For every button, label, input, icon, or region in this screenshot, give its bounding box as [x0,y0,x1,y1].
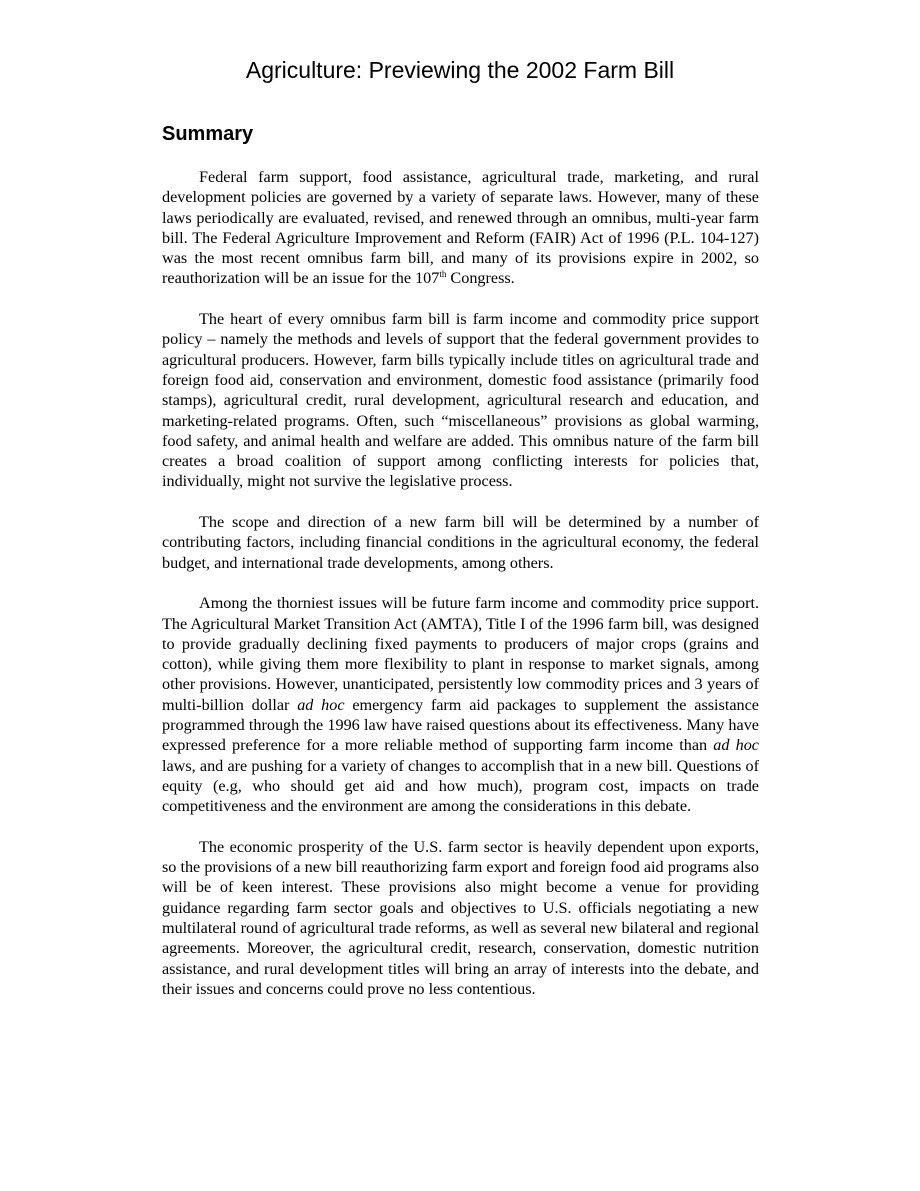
document-title: Agriculture: Previewing the 2002 Farm Bill [245,57,675,83]
section-heading-summary: Summary [162,123,254,145]
paragraph-2: The heart of every omnibus farm bill is farm income and commodity price support policy – namely the methods and levels of support that the federal government provides to agricultural producers. However, farm bills typically include titles on agricultural trade and foreign food aid, conservation and environment, domestic food assistance (primarily food stamps), agricultural credit, rural development, agricultural research and education, and marketing-related programs. Often, such “miscellaneous” provisions as global warming, food safety, and animal health and welfare are added. This omnibus nature of the farm bill creates a broad coalition of support among conflicting interests for policies that, individually, might not survive the legislative process. [162,310,759,491]
paragraph-1 [162,167,759,289]
paragraph-1-text-end: Congress. [446,269,515,288]
paragraph-3: The scope and direction of a new farm bill will be determined by a number of contributing factors, including financial conditions in the agricultural economy, the federal budget, and international trade developments, among others. [162,513,759,572]
paragraph-4-text-b: emergency farm aid packages to supplement the assistance programmed through the 1996 law have raised questions about its effectiveness. Many have expressed preference for a more reliable method of supporting farm income than [162,695,759,755]
italic-term: ad hoc [297,695,345,714]
paragraph-4 [162,593,759,816]
paragraph-5: The economic prosperity of the U.S. farm sector is heavily dependent upon exports, so the provisions of a new bill reauthorizing farm export and foreign food aid programs also will be of keen interest. These provisions also might become a venue for providing guidance regarding farm sector goals and objectives to U.S. officials negotiating a new multilateral round of agricultural trade reforms, as well as several new bilateral and regional agreements. Moreover, the agricultural credit, research, conservation, domestic nutrition assistance, and rural development titles will bring an array of interests into the debate, and their issues and concerns could prove no less contentious. [162,837,759,998]
summary-body [162,167,759,1019]
paragraph-1-text: Federal farm support, food assistance, agricultural trade, marketing, and rural development policies are governed by a variety of separate laws. However, many of these laws periodically are evaluated, revised, and renewed through an omnibus, multi-year farm bill. The Federal Agriculture Improvement and Reform (FAIR) Act of 1996 (P.L. 104-127) was the most recent omnibus farm bill, and many of its provisions expire in 2002, so reauthorization will be an issue for the 107 [162,168,759,288]
paragraph-4-text-c: laws, and are pushing for a variety of changes to accomplish that in a new bill. Questions of equity (e.g, who should get aid and how much), program cost, impacts on trade competitiveness and the environment are among the considerations in this debate. [162,756,759,816]
ordinal-superscript: th [439,269,447,280]
paragraph-4-text-a: Among the thorniest issues will be future farm income and commodity price support. The Agricultural Market Transition Act (AMTA), Title I of the 1996 farm bill, was designed to provide gradually declining fixed payments to producers of major crops (grains and cotton), while giving them more flexibility to plant in response to market signals, among other provisions. However, unanticipated, persistently low commodity prices and 3 years of multi-billion dollar [162,594,759,714]
italic-term: ad hoc [713,736,759,755]
